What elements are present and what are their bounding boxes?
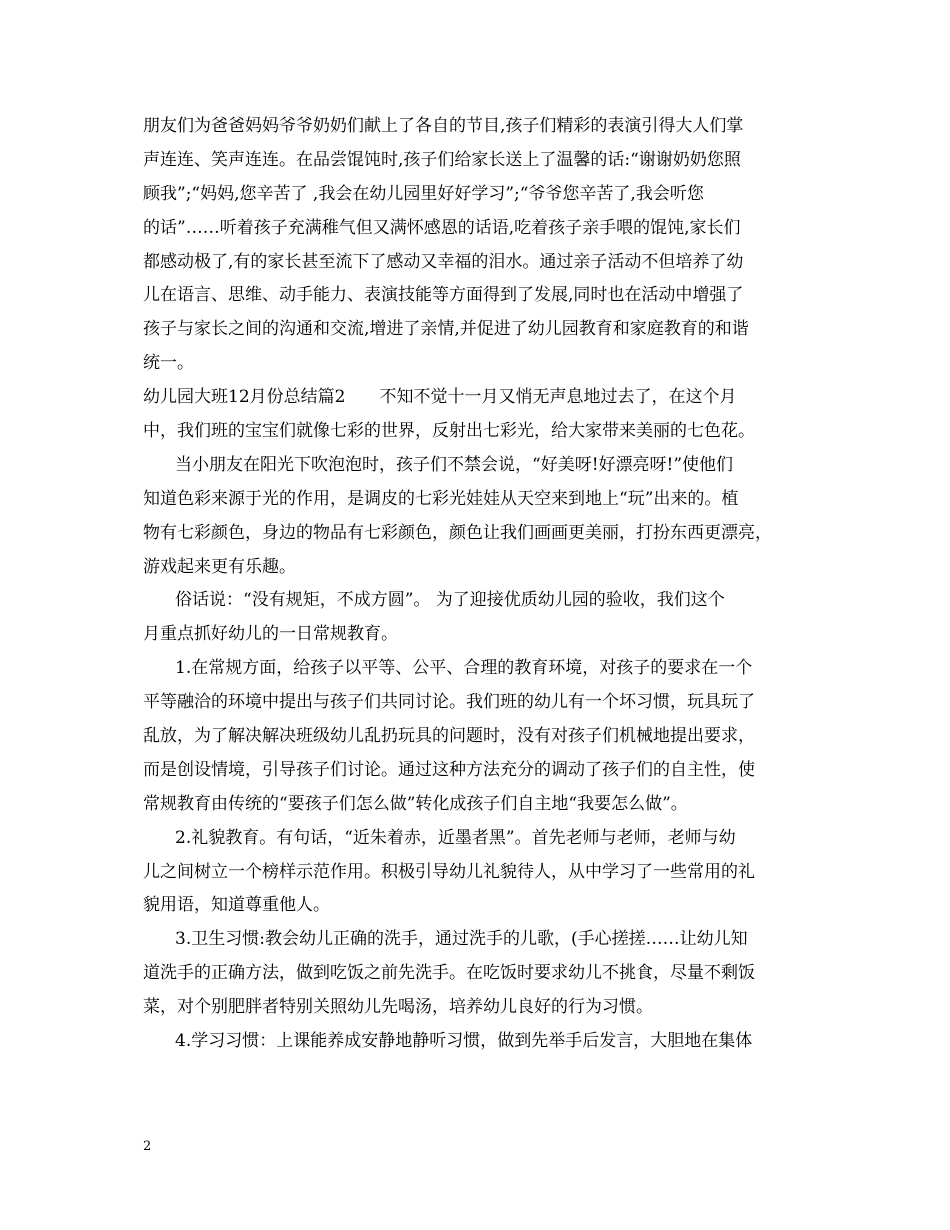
- text-line: 知道色彩来源于光的作用，是调皮的七彩光娃娃从天空来到地上“玩”出来的。植: [143, 488, 739, 509]
- text-line: 2.礼貌教育。有句话，“近朱着赤，近墨者黑”。首先老师与老师，老师与幼: [175, 827, 736, 848]
- paragraph: [143, 381, 823, 449]
- text-line: 的话”……听着孩子充满稚气但又满怀感恩的话语,吃着孩子亲手喂的馄饨,家长们: [143, 217, 741, 238]
- text-line: 朋友们为爸爸妈妈爷爷奶奶们献上了各自的节目,孩子们精彩的表演引得大人们掌: [143, 116, 744, 136]
- text-line: 中，我们班的宝宝们就像七彩的世界，反射出七彩光，给大家带来美丽的七色花。: [143, 421, 755, 442]
- text-line: 3.卫生习惯:教会幼儿正确的洗手，通过洗手的儿歌，(手心搓搓……让幼儿知: [175, 929, 748, 950]
- text-line: 声连连、笑声连连。在品尝馄饨时,孩子们给家长送上了温馨的话:“谢谢奶奶您照: [143, 149, 741, 170]
- text-line: 游戏起来更有乐趣。: [143, 556, 296, 577]
- text-line: 道洗手的正确方法，做到吃饭之前先洗手。在吃饭时要求幼儿不挑食，尽量不剩饭: [143, 963, 755, 984]
- text-line: 月重点抓好幼儿的一日常规教育。: [143, 624, 398, 645]
- text-line: 当小朋友在阳光下吹泡泡时，孩子们不禁会说，“好美呀!好漂亮呀!”使他们: [175, 454, 734, 475]
- page-number: 2: [143, 1139, 152, 1154]
- text-line: 儿之间树立一个榜样示范作用。积极引导幼儿礼貌待人，从中学习了一些常用的礼: [143, 861, 755, 882]
- text-line: 而是创设情境，引导孩子们讨论。通过这种方法充分的调动了孩子们的自主性，使: [143, 759, 755, 780]
- text-line: 4.学习习惯：上课能养成安静地静听习惯，做到先举手后发言，大胆地在集体: [175, 1031, 753, 1052]
- text-line: 平等融洽的环境中提出与孩子们共同讨论。我们班的幼儿有一个坏习惯，玩具玩了: [143, 692, 755, 713]
- paragraph: [143, 1025, 823, 1059]
- body-text: [143, 110, 823, 1059]
- paragraph: [143, 923, 823, 1025]
- text-line: 俗话说：“没有规矩，不成方圆”。 为了迎接优质幼儿园的验收，我们这个: [175, 590, 725, 611]
- text-line: 统一。: [143, 353, 194, 374]
- text-line: 菜，对个别肥胖者特别关照幼儿先喝汤，培养幼儿良好的行为习惯。: [143, 997, 653, 1018]
- text-line: 幼儿园大班12月份总结篇2 不知不觉十一月又悄无声息地过去了，在这个月: [143, 387, 737, 408]
- paragraph: [143, 584, 823, 652]
- text-line: 儿在语言、思维、动手能力、表演技能等方面得到了发展,同时也在活动中增强了: [143, 285, 744, 306]
- text-line: 乱放，为了解决解决班级幼儿乱扔玩具的问题时，没有对孩子们机械地提出要求，: [143, 726, 755, 747]
- paragraph: [143, 110, 823, 381]
- text-line: 孩子与家长之间的沟通和交流,增进了亲情,并促进了幼儿园教育和家庭教育的和谐: [143, 319, 749, 340]
- text-line: 1.在常规方面，给孩子以平等、公平、合理的教育环境，对孩子的要求在一个: [175, 658, 753, 679]
- paragraph: [143, 449, 823, 585]
- paragraph: [143, 822, 823, 924]
- paragraph: [143, 652, 823, 821]
- text-line: 常规教育由传统的“要孩子们怎么做”转化成孩子们自主地“我要怎么做”。: [143, 793, 688, 814]
- text-line: 物有七彩颜色，身边的物品有七彩颜色，颜色让我们画画更美丽，打扮东西更漂亮，: [143, 522, 772, 543]
- text-line: 貌用语，知道尊重他人。: [143, 895, 330, 916]
- text-line: 都感动极了,有的家长甚至流下了感动又幸福的泪水。通过亲子活动不但培养了幼: [143, 251, 744, 272]
- text-line: 顾我”;“妈妈,您辛苦了 ,我会在幼儿园里好好学习”;“爷爷您辛苦了,我会听您: [143, 183, 704, 204]
